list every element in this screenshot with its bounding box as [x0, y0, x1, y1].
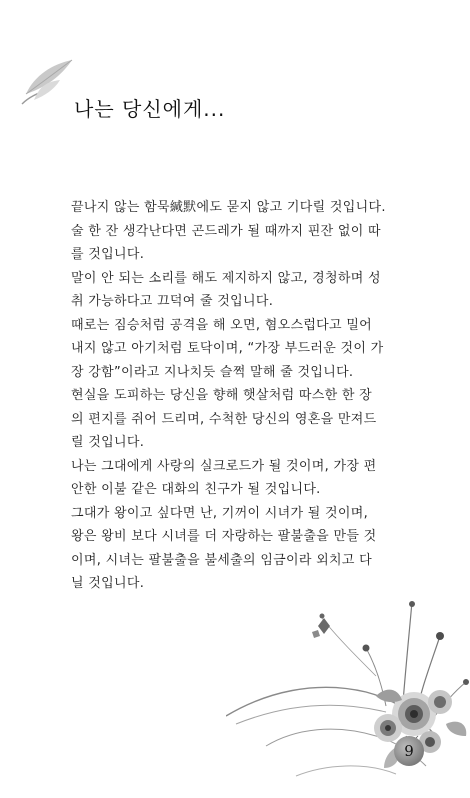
text-line: 술 한 잔 생각난다면 곤드레가 될 때까지 핀잔 없이 따	[71, 223, 381, 239]
text-line: 때로는 짐승처럼 공격을 해 오면, 혐오스럽다고 밀어	[71, 317, 373, 333]
text-line: 를 것입니다.	[71, 247, 145, 262]
text-line: 말이 안 되는 소리를 해도 제지하지 않고, 경청하며 성	[71, 270, 381, 286]
text-line: 닐 것입니다.	[71, 576, 145, 591]
text-line: 안한 이불 같은 대화의 친구가 될 것입니다.	[71, 482, 321, 497]
text-line: 의 편지를 쥐어 드리며, 수척한 당신의 영혼을 만져드	[71, 411, 377, 427]
text-line: 현실을 도피하는 당신을 향해 햇살처럼 따스한 한 장	[71, 388, 373, 403]
text-line: 취 가능하다고 끄덕여 줄 것입니다.	[71, 294, 274, 309]
body-text	[71, 196, 389, 596]
ink-flower-illustration	[226, 596, 470, 798]
text-line: 내지 않고 아기처럼 토닥이며, “가장 부드러운 것이 가	[71, 341, 384, 356]
text-line: 나는 그대에게 사랑의 실크로드가 될 것이며, 가장 편	[71, 458, 377, 474]
page-title: 나는 당신에게...	[74, 97, 226, 121]
text-line: 왕은 왕비 보다 시녀를 더 자랑하는 팔불출을 만들 것	[71, 529, 377, 544]
text-line: 이며, 시녀는 팔불출을 불세출의 임금이라 외치고 다	[71, 552, 373, 568]
page-number-badge	[394, 736, 424, 766]
text-line: 그대가 왕이고 싶다면 난, 기꺼이 시녀가 될 것이며,	[71, 505, 369, 521]
leaf-ornament-icon	[20, 56, 76, 108]
text-line: 릴 것입니다.	[71, 435, 145, 450]
text-line: 끝나지 않는 함묵緘默에도 묻지 않고 기다릴 것입니다.	[71, 200, 386, 215]
text-line: 장 강함”이라고 지나치듯 슬쩍 말해 줄 것입니다.	[71, 364, 354, 380]
page-number: 9	[404, 742, 414, 760]
